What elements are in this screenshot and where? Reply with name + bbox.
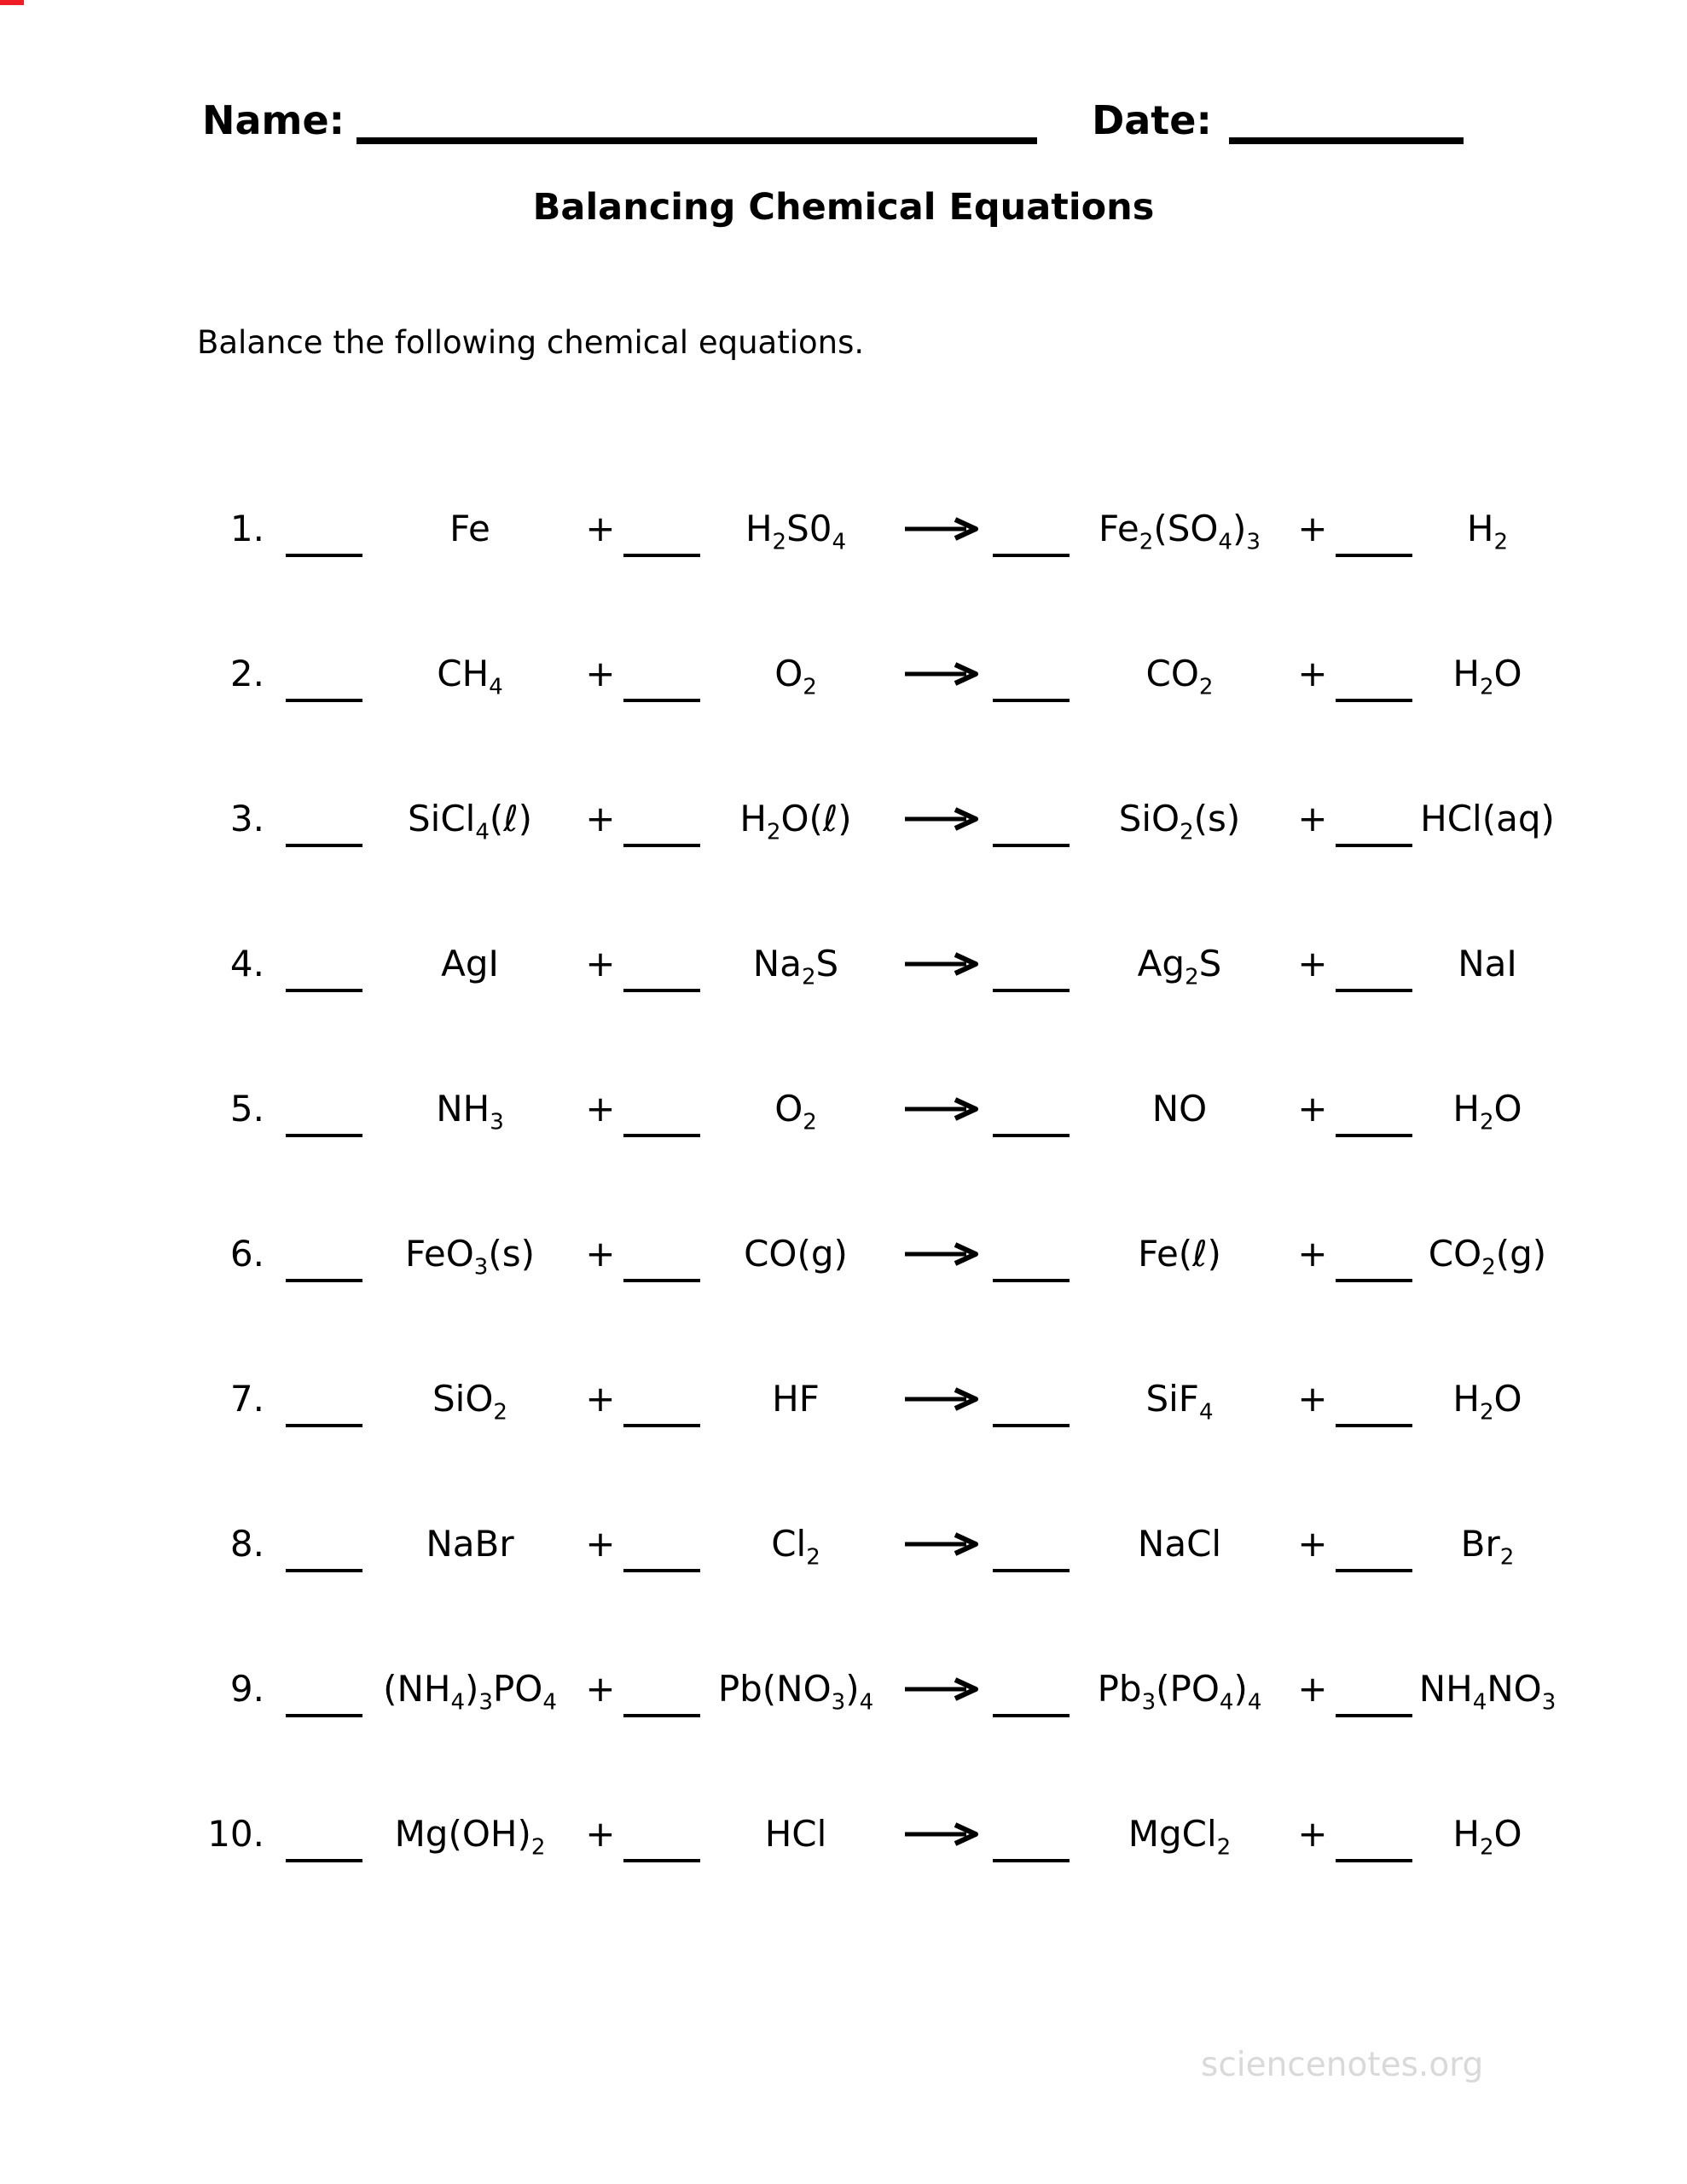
equation-number: 2. bbox=[229, 652, 264, 694]
reactant-1-formula: SiCl$_4$(ℓ) bbox=[407, 797, 532, 845]
coefficient-blank-product-2[interactable] bbox=[1336, 1569, 1412, 1572]
product-1-formula: $Ag_2S$ bbox=[1137, 942, 1222, 990]
product-1-formula: SiF$_4$ bbox=[1145, 1377, 1214, 1426]
equation-number: 8. bbox=[229, 1522, 264, 1565]
plus-sign: + bbox=[1297, 1232, 1328, 1275]
plus-sign: + bbox=[585, 1087, 616, 1130]
product-2-formula: NaI bbox=[1458, 942, 1517, 985]
plus-sign: + bbox=[1297, 1087, 1328, 1130]
reactant-2-formula: $Cl_2$ bbox=[771, 1522, 820, 1571]
coefficient-blank-reactant-1[interactable] bbox=[286, 1714, 362, 1717]
equation-number: 5. bbox=[229, 1087, 264, 1130]
reactant-1-formula: $Mg(OH)_2$ bbox=[394, 1812, 546, 1861]
coefficient-blank-product-2[interactable] bbox=[1336, 1134, 1412, 1137]
equation-number: 10. bbox=[207, 1812, 264, 1855]
product-1-formula: $CO_2$ bbox=[1145, 652, 1214, 700]
coefficient-blank-reactant-1[interactable] bbox=[286, 989, 362, 992]
coefficient-blank-reactant-2[interactable] bbox=[623, 1279, 700, 1282]
coefficient-blank-product-1[interactable] bbox=[993, 1424, 1070, 1427]
page-title: Balancing Chemical Equations bbox=[532, 186, 1155, 229]
coefficient-blank-reactant-2[interactable] bbox=[623, 1714, 700, 1717]
coefficient-blank-reactant-2[interactable] bbox=[623, 554, 700, 557]
plus-sign: + bbox=[1297, 1812, 1328, 1855]
product-1-formula: NO bbox=[1151, 1087, 1208, 1130]
date-blank[interactable] bbox=[1229, 137, 1464, 144]
reactant-1-formula: $NH_3$ bbox=[436, 1087, 504, 1136]
product-2-formula: $NH_4NO_3$ bbox=[1418, 1667, 1557, 1716]
yields-arrow-icon bbox=[891, 1676, 993, 1702]
coefficient-blank-product-2[interactable] bbox=[1336, 844, 1412, 847]
reactant-1-formula: FeO$_3$(s) bbox=[405, 1232, 535, 1281]
coefficient-blank-product-2[interactable] bbox=[1336, 554, 1412, 557]
plus-sign: + bbox=[585, 652, 616, 694]
reactant-2-formula: $Pb(NO_3)_4$ bbox=[717, 1667, 874, 1716]
plus-sign: + bbox=[585, 1377, 616, 1420]
product-1-formula: NaCl bbox=[1137, 1522, 1222, 1565]
equation-row bbox=[0, 1762, 1687, 1907]
coefficient-blank-reactant-1[interactable] bbox=[286, 554, 362, 557]
coefficient-blank-product-2[interactable] bbox=[1336, 989, 1412, 992]
reactant-2-formula: $H_2O(\ell)$ bbox=[739, 797, 852, 845]
yields-arrow-icon bbox=[891, 661, 993, 687]
coefficient-blank-product-2[interactable] bbox=[1336, 699, 1412, 702]
coefficient-blank-reactant-1[interactable] bbox=[286, 844, 362, 847]
product-2-formula: $H_2O$ bbox=[1452, 1812, 1522, 1861]
plus-sign: + bbox=[585, 1812, 616, 1855]
plus-sign: + bbox=[585, 942, 616, 985]
coefficient-blank-reactant-2[interactable] bbox=[623, 699, 700, 702]
reactant-2-formula: $H_2S0_4$ bbox=[745, 507, 847, 555]
equation-number: 9. bbox=[229, 1667, 264, 1710]
plus-sign: + bbox=[1297, 797, 1328, 839]
coefficient-blank-product-1[interactable] bbox=[993, 844, 1070, 847]
coefficient-blank-reactant-2[interactable] bbox=[623, 844, 700, 847]
plus-sign: + bbox=[585, 1232, 616, 1275]
reactant-2-formula: CO(g) bbox=[744, 1232, 848, 1275]
product-1-formula: $Fe_2(SO_4)_3$ bbox=[1099, 507, 1261, 555]
plus-sign: + bbox=[1297, 652, 1328, 694]
red-artifact bbox=[0, 0, 24, 5]
equation-number: 6. bbox=[229, 1232, 264, 1275]
reactant-2-formula: $Na_2S$ bbox=[752, 942, 839, 990]
product-2-formula: $H_2O$ bbox=[1452, 1377, 1522, 1426]
yields-arrow-icon bbox=[891, 1096, 993, 1122]
yields-arrow-icon bbox=[891, 806, 993, 832]
coefficient-blank-product-2[interactable] bbox=[1336, 1714, 1412, 1717]
equation-row bbox=[0, 601, 1687, 746]
reactant-2-formula: HCl bbox=[764, 1812, 827, 1855]
equation-number: 3. bbox=[229, 797, 264, 839]
coefficient-blank-reactant-1[interactable] bbox=[286, 1134, 362, 1137]
coefficient-blank-product-1[interactable] bbox=[993, 554, 1070, 557]
header bbox=[202, 99, 1464, 142]
coefficient-blank-reactant-1[interactable] bbox=[286, 1424, 362, 1427]
equation-row bbox=[0, 746, 1687, 892]
yields-arrow-icon bbox=[891, 1241, 993, 1267]
coefficient-blank-product-1[interactable] bbox=[993, 1714, 1070, 1717]
plus-sign: + bbox=[585, 1522, 616, 1565]
reactant-1-formula: $(NH_4)_3PO_4$ bbox=[383, 1667, 557, 1716]
coefficient-blank-reactant-1[interactable] bbox=[286, 1859, 362, 1862]
coefficient-blank-reactant-1[interactable] bbox=[286, 699, 362, 702]
coefficient-blank-product-1[interactable] bbox=[993, 1569, 1070, 1572]
product-2-formula: $H_2O$ bbox=[1452, 652, 1522, 700]
coefficient-blank-product-1[interactable] bbox=[993, 699, 1070, 702]
instruction-text: Balance the following chemical equations. bbox=[197, 324, 865, 361]
reactant-2-formula: $O_2$ bbox=[774, 652, 817, 700]
plus-sign: + bbox=[1297, 1377, 1328, 1420]
name-blank[interactable] bbox=[357, 137, 1037, 144]
coefficient-blank-reactant-2[interactable] bbox=[623, 1569, 700, 1572]
coefficient-blank-product-2[interactable] bbox=[1336, 1424, 1412, 1427]
date-label: Date: bbox=[1092, 97, 1212, 143]
reactant-1-formula: SiO$_2$ bbox=[432, 1377, 507, 1426]
product-1-formula: $Pb_3(PO_4)_4$ bbox=[1097, 1667, 1262, 1716]
coefficient-blank-reactant-1[interactable] bbox=[286, 1279, 362, 1282]
coefficient-blank-reactant-2[interactable] bbox=[623, 1134, 700, 1137]
coefficient-blank-product-2[interactable] bbox=[1336, 1859, 1412, 1862]
watermark: sciencenotes.org bbox=[1201, 2046, 1484, 2084]
plus-sign: + bbox=[1297, 1522, 1328, 1565]
reactant-1-formula: AgI bbox=[441, 942, 499, 985]
reactant-2-formula: $O_2$ bbox=[774, 1087, 817, 1136]
yields-arrow-icon bbox=[891, 1821, 993, 1847]
yields-arrow-icon bbox=[891, 1531, 993, 1557]
equation-row bbox=[0, 456, 1687, 601]
yields-arrow-icon bbox=[891, 951, 993, 977]
plus-sign: + bbox=[585, 1667, 616, 1710]
product-2-formula: $Br_2$ bbox=[1460, 1522, 1515, 1571]
coefficient-blank-product-1[interactable] bbox=[993, 1279, 1070, 1282]
product-2-formula: $H_2$ bbox=[1466, 507, 1509, 555]
reactant-2-formula: HF bbox=[772, 1377, 820, 1420]
coefficient-blank-product-1[interactable] bbox=[993, 1859, 1070, 1862]
equation-row bbox=[0, 1472, 1687, 1617]
equation-number: 4. bbox=[229, 942, 264, 985]
product-2-formula: HCl(aq) bbox=[1420, 797, 1555, 839]
plus-sign: + bbox=[1297, 507, 1328, 549]
coefficient-blank-reactant-2[interactable] bbox=[623, 1424, 700, 1427]
equation-row bbox=[0, 1037, 1687, 1182]
yields-arrow-icon bbox=[891, 516, 993, 542]
yields-arrow-icon bbox=[891, 1386, 993, 1412]
plus-sign: + bbox=[1297, 942, 1328, 985]
product-1-formula: MgCl$_2$ bbox=[1128, 1812, 1232, 1861]
coefficient-blank-reactant-1[interactable] bbox=[286, 1569, 362, 1572]
product-2-formula: $H_2O$ bbox=[1452, 1087, 1522, 1136]
plus-sign: + bbox=[585, 797, 616, 839]
coefficient-blank-product-2[interactable] bbox=[1336, 1279, 1412, 1282]
coefficient-blank-product-1[interactable] bbox=[993, 989, 1070, 992]
product-2-formula: $CO_2(g)$ bbox=[1428, 1232, 1547, 1281]
reactant-1-formula: $CH_4$ bbox=[437, 652, 503, 700]
equation-list bbox=[0, 456, 1687, 1907]
coefficient-blank-reactant-2[interactable] bbox=[623, 1859, 700, 1862]
equation-number: 1. bbox=[229, 507, 264, 549]
equation-row bbox=[0, 1327, 1687, 1472]
equation-row bbox=[0, 1617, 1687, 1762]
equation-row bbox=[0, 892, 1687, 1037]
name-label: Name: bbox=[202, 97, 345, 143]
equation-number: 7. bbox=[229, 1377, 264, 1420]
plus-sign: + bbox=[585, 507, 616, 549]
product-1-formula: SiO$_2$(s) bbox=[1118, 797, 1241, 845]
coefficient-blank-product-1[interactable] bbox=[993, 1134, 1070, 1137]
plus-sign: + bbox=[1297, 1667, 1328, 1710]
product-1-formula: Fe(ℓ) bbox=[1138, 1232, 1221, 1275]
reactant-1-formula: Fe bbox=[449, 507, 490, 549]
coefficient-blank-reactant-2[interactable] bbox=[623, 989, 700, 992]
equation-row bbox=[0, 1182, 1687, 1327]
reactant-1-formula: NaBr bbox=[426, 1522, 514, 1565]
